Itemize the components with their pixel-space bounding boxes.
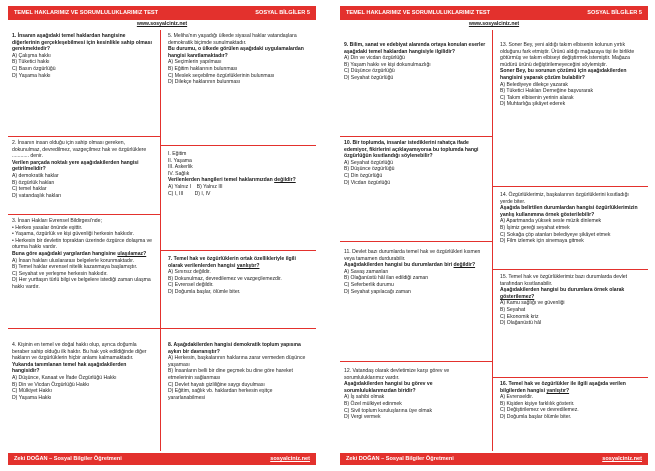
question-9 <box>344 42 486 82</box>
option-c[interactable]: C) Ekonomik kriz <box>500 313 539 320</box>
option-a[interactable]: A) Evrenseldir. <box>500 394 534 401</box>
question-7 <box>168 256 310 296</box>
option-d[interactable]: D) Olağanüstü hâl <box>500 320 542 327</box>
question-intro: 14. Özgürlüklerimiz, başkalarının özgürlüklerini kısıtladığı yerde biter. <box>500 192 629 205</box>
question-stem: 1. İnsanın aşağıdaki temel haklardan hangisine diğerlerinin gerçekleşebilmesi için kesinlikle sahip olması gerekmektedir? <box>12 33 152 53</box>
question-intro: 3. İnsan Hakları Evrensel Bildirgesi'nde; <box>12 218 102 224</box>
row-divider <box>161 145 316 146</box>
options-row <box>168 184 310 191</box>
list-item: II. Yaşama <box>168 157 192 164</box>
stem-emphasis: ulaşılamaz? <box>117 250 147 257</box>
row-divider <box>8 136 160 137</box>
option-d[interactable]: D) Doğumla başlar, ölümle biter. <box>168 288 241 295</box>
option-d[interactable]: D) Her yurttaşın türlü bilgi ve belgelere istediği zaman ulaşma hakkı vardır. <box>12 277 151 290</box>
question-stem <box>168 177 310 184</box>
option-c[interactable]: C) Sivil toplum kuruluşlarına üye olmak <box>344 407 433 414</box>
question-4 <box>12 342 154 401</box>
question-stem: Yukarıda tanımlanan temel hak aşağıdakilerden hangisidir? <box>12 361 127 375</box>
option-b[interactable]: B) İnsanların belli bir dine geçmek bu dine göre hareket etmelerinin sağlanması <box>168 368 293 381</box>
list-item: I. Eğitim <box>168 151 187 157</box>
footer-author: Zeki DOĞAN – Sosyal Bilgiler Öğretmeni <box>346 456 454 462</box>
question-stem: Aşağıda belirtilen durumlardan hangisi özgürlüklerimizin yanlış kullanımına örnek gösterilebilir? <box>500 205 638 218</box>
stem-text: Buna göre aşağıdaki yargılardan hangisine <box>12 250 116 257</box>
stem-emphasis: gösterilemez? <box>500 293 535 300</box>
option-b[interactable]: B) Olağanüstü hâl ilan edildiği zaman <box>344 275 429 282</box>
row-divider <box>493 269 648 270</box>
page-footer <box>340 453 648 465</box>
row-divider <box>161 250 316 251</box>
column-divider <box>160 30 161 451</box>
question-6 <box>168 151 310 197</box>
question-intro: 4. Kişinin en temel ve doğal hakkı olup, ayrıca doğumla beraber sahip olduğu ilk haktır. Bu hak yok edildiğinde diğer hakların ve özgürlüklerin hiçbir anlamı kalmamaktadır. <box>12 342 147 362</box>
statement-item: • Herkes yasalar önünde eşittir. <box>12 225 154 232</box>
stem-text: Aşağıdakilerden hangisi bu durumlardan biri <box>344 262 453 269</box>
option-a[interactable]: A) demokratik haklar <box>12 172 59 179</box>
row-divider <box>8 328 160 329</box>
option-b[interactable]: B) özgürlük hakları <box>12 179 55 186</box>
list-item: IV. Sağlık <box>168 170 190 177</box>
option-a[interactable]: A) Sınırsız değildir. <box>168 269 211 276</box>
question-intro: 12. Vatandaş olarak devletimize karşı görev ve sorumluluklarımız vardır. <box>344 368 450 381</box>
stem-emphasis: yanlıştır? <box>236 262 260 269</box>
option-c[interactable]: C) Sokağa çöp atanları belediyeye şikâyet etmek <box>500 231 611 238</box>
option-b[interactable]: B) Tüketici Hakları Derneğine başvurarak <box>500 88 594 95</box>
option-a[interactable]: A) Herkesin, başkalarının haklarına zarar vermeden düşünce yaşaması <box>168 355 306 368</box>
option-a[interactable]: A) Seyahat özgürlüğü <box>344 159 393 166</box>
option-d[interactable]: D) Muhtarlığa şikâyet ederek <box>500 101 566 108</box>
option-a[interactable]: A) Kamu sağlığı ve güvenliği <box>500 300 565 307</box>
option-a[interactable]: A) Yalnız I <box>168 183 192 190</box>
option-c[interactable]: C) Seferberlik durumu <box>344 281 394 288</box>
option-d[interactable]: D) Vergi vermek <box>344 414 381 421</box>
option-a[interactable]: A) Belediyeye dilekçe yazarak <box>500 81 568 88</box>
question-12 <box>344 368 486 421</box>
stem-text: Aşağıdakilerden hangisi bu durumlara örnek olarak <box>500 287 625 294</box>
option-c[interactable]: C) Değiştirilemez ve devredilemez. <box>500 407 579 414</box>
option-d[interactable]: D) Doğumla başlar ölümle biter. <box>500 413 572 420</box>
question-14 <box>500 192 642 245</box>
question-stem <box>500 381 642 394</box>
header-title: TEMEL HAKLARIMIZ VE SORUMLULUKLARIMIZ TEST <box>14 10 159 16</box>
question-intro: 2. İnsanın insan olduğu için sahip olması gereken, dokunulmaz, devredilmez, vazgeçilmez hak ve özgürlüklere ............ denir. <box>12 140 147 160</box>
question-stem: Aşağıdakilerden hangisi bu görev ve sorumluluklarımızdan biridir? <box>344 381 433 394</box>
question-3 <box>12 218 154 291</box>
row-divider <box>493 377 648 378</box>
stem-emphasis: değildir? <box>274 177 296 184</box>
question-stem: 8. Aşağıdakilerden hangisi demokratik toplum yapısına aykırı bir davranıştır? <box>168 342 301 355</box>
option-a[interactable]: A) İş sahibi olmak <box>344 394 385 401</box>
option-d[interactable]: D) Vicdan özgürlüğü <box>344 179 391 186</box>
worksheet-page-right <box>340 6 648 465</box>
option-d[interactable]: D) vatandaşlık hakları <box>12 192 62 199</box>
question-13 <box>500 42 642 108</box>
header-subject: SOSYAL BİLGİLER 5 <box>587 10 642 16</box>
question-stem: Soner Bey, bu sorunun çözümü için aşağıdakilerden hangisini yaparak çözüm bulabilir? <box>500 68 627 81</box>
option-b[interactable]: B) Seyahat <box>500 306 526 313</box>
question-intro: 5. Meliha'nın yaşadığı ülkede siyasal haklar vatandaşlara demokratik biçimde sunulmaktadır. <box>168 33 297 46</box>
option-b[interactable]: B) Yalnız III <box>196 183 223 190</box>
option-b[interactable]: B) Eğitim haklarının bulunması <box>168 65 238 72</box>
option-d[interactable]: D) I, IV <box>194 190 211 197</box>
stem-emphasis: değildir? <box>453 262 476 269</box>
option-c[interactable]: C) Din özgürlüğü <box>344 172 383 179</box>
option-d[interactable]: D) Seyahat özgürlüğü <box>344 74 394 81</box>
option-a[interactable]: A) İnsan hakları uluslararası belgelerle korunmaktadır. <box>12 257 135 264</box>
option-b[interactable]: B) Din ve Vicdan Özgürlüğü Hakkı <box>12 381 90 388</box>
row-divider <box>161 328 316 329</box>
question-11 <box>344 249 486 295</box>
option-c[interactable]: C) Evrensel değildir. <box>168 282 214 289</box>
options-row <box>168 191 310 198</box>
header-title: TEMEL HAKLARIMIZ VE SORUMLULUKLARIMIZ TEST <box>346 10 491 16</box>
option-c[interactable]: C) I, III <box>168 190 184 197</box>
option-d[interactable]: D) Dilekçe haklarının bulunması <box>168 79 241 86</box>
option-c[interactable]: C) Düşünce özgürlüğü <box>344 68 395 75</box>
option-c[interactable]: C) Devlet hayatı gizliliğine saygı duyulması <box>168 381 265 388</box>
column-divider <box>492 30 493 451</box>
footer-site-link[interactable]: sosyalciniz.net <box>270 456 310 462</box>
question-10 <box>344 140 486 186</box>
stem-text: 7. Temel hak ve özgürlüklerin ortak özellikleriyle ilgili olarak verilenlerden hangisi <box>168 256 296 269</box>
option-d[interactable]: D) Yaşama Hakkı <box>12 394 52 401</box>
statement-item: • Yaşama, özgürlük ve kişi güvenliği herkesin hakkıdır. <box>12 231 154 238</box>
row-divider <box>8 214 160 215</box>
page-header <box>340 6 648 20</box>
option-c[interactable]: C) Takım elbisenin yerinin alarak <box>500 94 574 101</box>
question-stem: Verilen parçada noktalı yere aşağıdakilerden hangisi getirilmelidir? <box>12 159 139 173</box>
option-b[interactable]: B) Yaşam hakkı ve kişi dokunulmazlığı <box>344 61 431 68</box>
row-divider <box>340 241 492 242</box>
option-c[interactable]: C) Basın özgürlüğü <box>12 65 56 72</box>
option-a[interactable]: A) Seçimlerin yapılması <box>168 59 222 66</box>
option-b[interactable]: B) Dokunulmaz, devredilemez ve vazgeçilemezdir. <box>168 275 282 282</box>
option-b[interactable]: B) Temel haklar evrensel nitelik kazanmaya başlamıştır. <box>12 264 138 271</box>
option-c[interactable]: C) temel haklar <box>12 186 47 193</box>
question-8 <box>168 342 310 401</box>
question-intro: 13. Soner Bey, yeni aldığı takım elbisenin kolunun yırtık olduğunu fark etmiştir. Ürünü aldığı mağazaya tişi ile birlikte götürmüş ve takım elbiseyi değiştirmek istemiştir. Mağaza müdürü ürünü değiştirilemeyeceğini söylemiştir. <box>500 42 635 68</box>
option-a[interactable]: A) Savaş zamanları <box>344 268 389 275</box>
header-subject: SOSYAL BİLGİLER 5 <box>255 10 310 16</box>
row-divider <box>340 136 492 137</box>
option-b[interactable]: B) İşimiz gereği seyahat etmek <box>500 224 570 231</box>
option-b[interactable]: B) Tüketici hakkı <box>12 59 50 66</box>
question-stem <box>344 262 486 269</box>
stem-text: Verilenlerden hangileri temel haklarımızdan <box>168 177 273 184</box>
question-16 <box>500 381 642 421</box>
option-d[interactable]: D) Eğitim, sağlık vb. haklardan herkesin eşitçe yararlanabilmesi <box>168 388 273 401</box>
page-header <box>8 6 316 20</box>
option-d[interactable]: D) Seyahat yapılacağı zaman <box>344 288 411 295</box>
worksheet-page-left <box>8 6 316 465</box>
stem-emphasis: yanlıştır? <box>546 387 570 394</box>
site-link[interactable]: www.sosyalciniz.net <box>136 21 188 27</box>
question-stem <box>12 251 154 258</box>
row-divider <box>340 361 492 362</box>
row-divider <box>493 186 648 187</box>
option-d[interactable]: D) Yaşama hakkı <box>12 72 51 79</box>
option-a[interactable]: A) Din ve vicdan özgürlüğü <box>344 55 405 62</box>
question-intro: 15. Temel hak ve özgürlüklerimiz bazı durumlarda devlet tarafından kısıtlanabilir. <box>500 274 628 287</box>
option-c[interactable]: C) Meslek seçebilme özgürlüklerinin bulunması <box>168 72 275 79</box>
option-a[interactable]: A) Çalışma hakkı <box>12 52 51 59</box>
option-a[interactable]: A) Düşünce, Kanaat ve İfade Özgürlüğü Hakkı <box>12 374 117 381</box>
option-c[interactable]: C) Seyahat ve yerleşme herkesin hakkıdır. <box>12 270 108 277</box>
stem-text: 16. Temel hak ve özgürlükler ile ilgili aşağıda verilen bilgilerden hangisi <box>500 381 626 394</box>
statement-item: • Herkesin bir devletin topraktan üzerinde özgürce dolaşma ve oturma hakkı vardır. <box>12 238 154 251</box>
option-b[interactable]: B) Kişiden kişiye farklılık gösterir. <box>500 400 575 407</box>
page-footer <box>8 453 316 465</box>
question-2 <box>12 140 154 199</box>
question-stem: 9. Bilim, sanat ve edebiyat alanında ortaya konulan eserler aşağıdaki temel haklardan hangisiyle ilgilidir? <box>344 42 486 55</box>
question-15 <box>500 274 642 327</box>
question-stem <box>168 256 310 269</box>
option-d[interactable]: D) Film izlemek için sinemaya gitmek <box>500 238 584 245</box>
footer-site-link[interactable]: sosyalciniz.net <box>602 456 642 462</box>
option-c[interactable]: C) Mülkiyet Hakkı <box>12 388 52 395</box>
statement-list <box>12 225 154 251</box>
question-intro: 11. Devlet bazı durumlarda temel hak ve özgürlükleri kısmen veya tamamen durdurabilir. <box>344 249 481 262</box>
option-b[interactable]: B) Özel mülkiyet edinmek <box>344 400 402 407</box>
option-a[interactable]: A) Apartmanda yüksek sesle müzik dinlemek <box>500 218 602 225</box>
option-b[interactable]: B) Düşünce özgürlüğü <box>344 166 395 173</box>
site-link[interactable]: www.sosyalciniz.net <box>468 21 520 27</box>
question-stem: 10. Bir toplumda, insanlar istediklerini rahatça ifade edemiyor, fikirlerini açıklayamıyorsa bu toplumda hangi özgürlüğün kısıtlandığı söylenebilir? <box>344 140 479 160</box>
footer-author: Zeki DOĞAN – Sosyal Bilgiler Öğretmeni <box>14 456 122 462</box>
list-item: III. Askerlik <box>168 164 193 171</box>
question-stem: Bu durumu, o ülkede görülen aşağıdaki uygulamalardan hangisi kanıtlamaktadır? <box>168 46 304 59</box>
question-stem <box>500 287 642 300</box>
question-5 <box>168 33 310 86</box>
question-1 <box>12 33 154 79</box>
